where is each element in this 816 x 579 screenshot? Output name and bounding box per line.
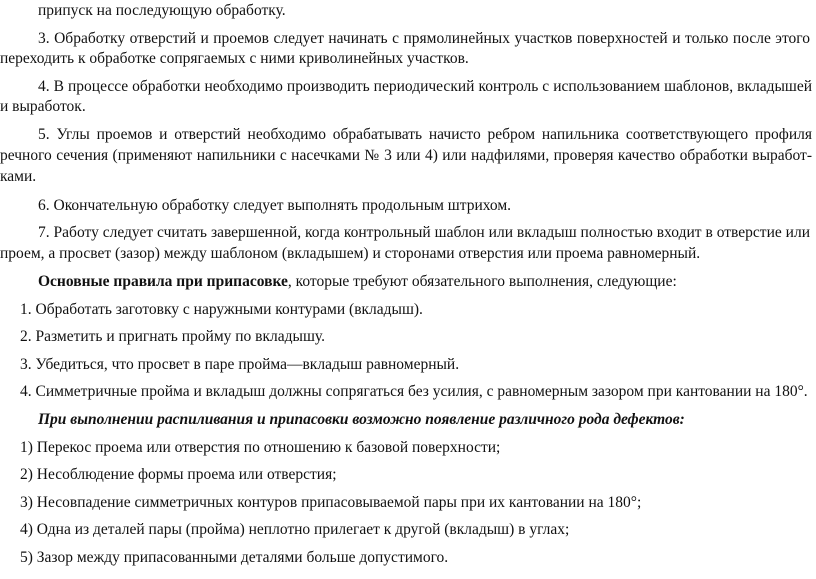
rules-heading: Основные правила при припасовке xyxy=(38,273,288,290)
rule-item: 3. Убедиться, что просвет в паре пройма—вкладыш равномерный. xyxy=(20,356,460,373)
rules-heading-tail: , которые требуют обязательного выполнения, следующие: xyxy=(287,273,677,290)
rule-item: 4. Симметричные пройма и вкладыш должны сопрягаться без усилия, с равномерным зазором при кантовании на 180°. xyxy=(20,383,808,400)
paragraph-5-line-1: 5. Углы проемов и отверстий необходимо обрабатывать начисто ребром напильника соответствующего профиля xyxy=(38,126,812,143)
defect-item: 1) Перекос проема или отверстия по отношению к базовой поверхности; xyxy=(20,439,501,456)
defect-item: 3) Несовпадение симметричных контуров припасовываемой пары при их кантовании на 180°; xyxy=(20,494,642,511)
paragraph-5-line-2: речного сечения (применяют напильники с насечками № 3 или 4) или надфилями, проверяя качество обработки выработ- xyxy=(0,147,812,164)
paragraph-4-line-1: 4. В процессе обработки необходимо производить периодический контроль с использованием шаблонов, вкладышей xyxy=(38,78,812,95)
defect-item: 4) Одна из деталей пары (пройма) неплотно прилегает к другой (вкладыш) в углах; xyxy=(20,521,570,538)
rules-heading-line xyxy=(38,273,677,291)
paragraph-tail: припуск на последующую обработку. xyxy=(38,2,286,19)
paragraph-7-line-1: 7. Работу следует считать завершенной, когда контрольный шаблон или вкладыш полностью входит в отверстие или xyxy=(38,224,810,241)
paragraph-3-line-1: 3. Обработку отверстий и проемов следует начинать с прямолинейных участков поверхностей и только после этого xyxy=(38,30,810,47)
paragraph-4-line-2: и выработок. xyxy=(0,98,86,115)
defects-heading: При выполнении распиливания и припасовки возможно появление различного рода дефектов: xyxy=(38,411,685,428)
rule-item: 1. Обработать заготовку с наружными контурами (вкладыш). xyxy=(20,301,423,318)
defect-item: 2) Несоблюдение формы проема или отверстия; xyxy=(20,466,337,483)
paragraph-5-line-3: ками. xyxy=(0,168,37,185)
defect-item: 5) Зазор между припасованными деталями больше допустимого. xyxy=(20,549,449,566)
paragraph-7-line-2: проем, а просвет (зазор) между шаблоном (вкладышем) и сторонами отверстия или проема равномерный. xyxy=(0,245,701,262)
rule-item: 2. Разметить и пригнать пройму по вкладышу. xyxy=(20,328,325,345)
paragraph-3-line-2: переходить к обработке сопрягаемых с ними криволинейных участков. xyxy=(0,50,469,67)
paragraph-6: 6. Окончательную обработку следует выполнять продольным штрихом. xyxy=(38,197,512,214)
